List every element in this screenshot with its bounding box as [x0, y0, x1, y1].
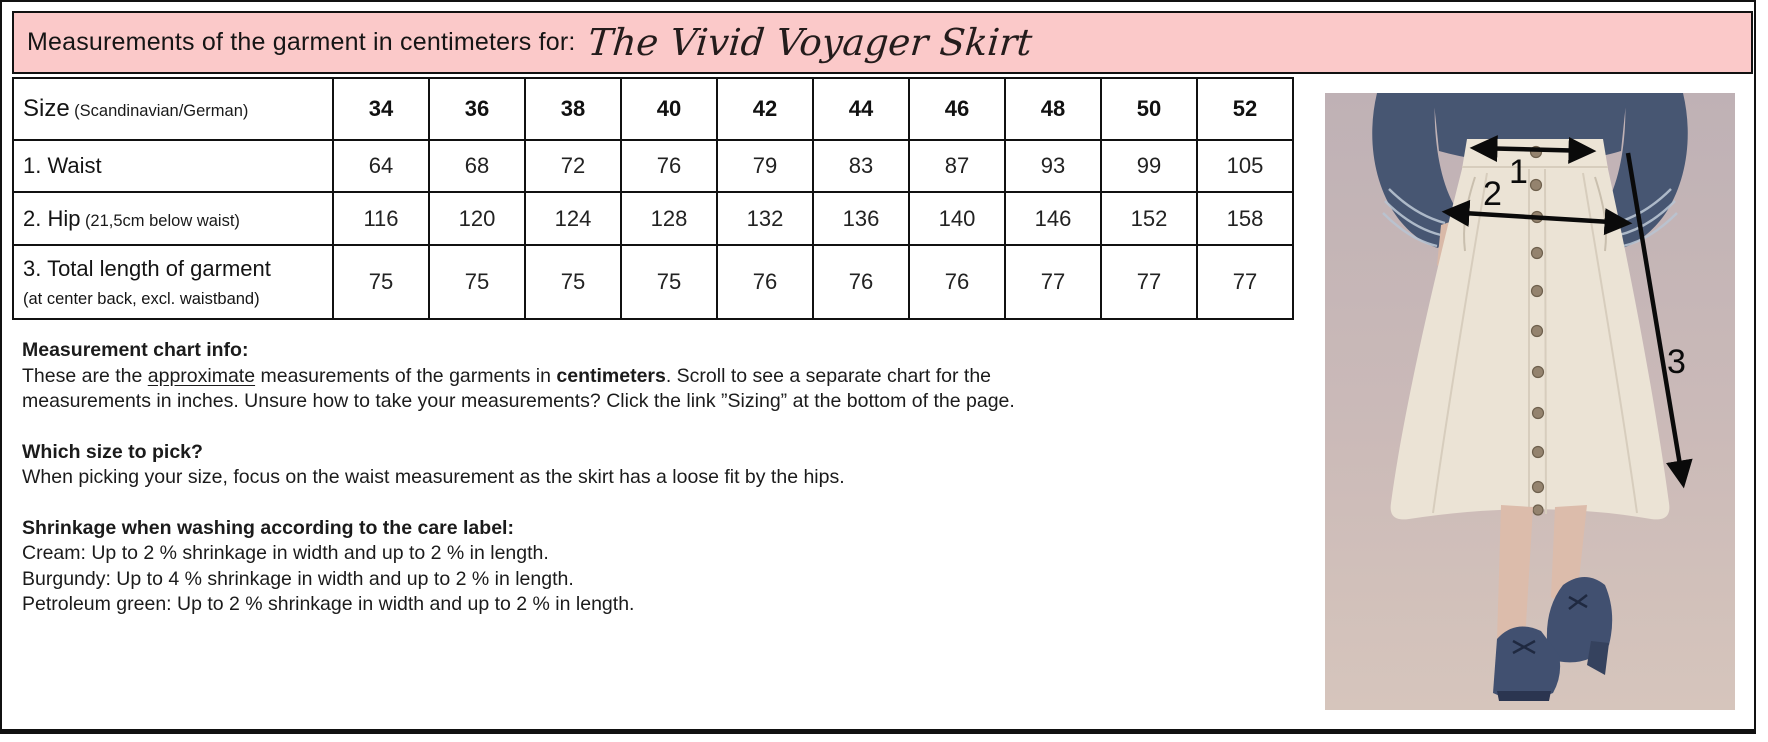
- length-row-label-cell: [13, 245, 333, 319]
- size-label-note: (Scandinavian/German): [74, 102, 249, 120]
- hip-value: 152: [1101, 192, 1197, 245]
- length-value: 75: [429, 245, 525, 319]
- waist-value: 93: [1005, 140, 1101, 192]
- waist-value: 64: [333, 140, 429, 192]
- size-col-34: 34: [333, 78, 429, 140]
- length-label: 3. Total length of garment: [23, 255, 271, 281]
- table-row-hip: [13, 192, 1293, 245]
- hip-value: 136: [813, 192, 909, 245]
- size-row-label-cell: [13, 78, 333, 140]
- garment-name: The Vivid Voyager Skirt: [585, 21, 1034, 64]
- banner-title-text: Measurements of the garment in centimeters for:: [27, 28, 576, 56]
- length-value: 75: [525, 245, 621, 319]
- shrinkage-heading: Shrinkage when washing according to the care label:: [22, 516, 514, 539]
- table-row-length: [13, 245, 1293, 319]
- waist-arrow-label: 1: [1509, 153, 1528, 191]
- chart-info-underlined: approximate: [147, 364, 256, 387]
- chart-info-heading: Measurement chart info:: [22, 339, 249, 361]
- length-value: 75: [333, 245, 429, 319]
- size-col-52: 52: [1197, 78, 1293, 140]
- hip-value: 146: [1005, 192, 1101, 245]
- chart-info-text: . Scroll to see a separate chart for the: [665, 364, 992, 387]
- shrinkage-line-cream: Cream: Up to 2 % shrinkage in width and up to 2 % in length.: [22, 542, 549, 564]
- chart-info-line2: measurements in inches. Unsure how to take your measurements? Click the link ”Sizing” at the bottom of the page.: [22, 390, 1015, 412]
- size-pick-body: When picking your size, focus on the waist measurement as the skirt has a loose fit by the hips.: [22, 466, 845, 488]
- shrinkage-line-burgundy: Burgundy: Up to 4 % shrinkage in width and up to 2 % in length.: [22, 567, 574, 590]
- size-col-48: 48: [1005, 78, 1101, 140]
- waist-value: 72: [525, 140, 621, 192]
- waist-label: 1. Waist: [23, 153, 102, 178]
- chart-info-text: measurements of the garments in: [255, 364, 557, 387]
- length-arrow-label: 3: [1667, 343, 1686, 381]
- waist-value: 76: [621, 140, 717, 192]
- length-value: 75: [621, 245, 717, 319]
- hip-arrow-label: 2: [1483, 175, 1502, 213]
- section-size-pick: [22, 440, 1272, 491]
- waist-value: 105: [1197, 140, 1293, 192]
- waist-value: 99: [1101, 140, 1197, 192]
- length-value: 76: [717, 245, 813, 319]
- size-col-38: 38: [525, 78, 621, 140]
- measurements-table: [12, 77, 1294, 320]
- section-shrinkage: [22, 516, 1272, 618]
- waist-row-label-cell: [13, 140, 333, 192]
- hip-value: 124: [525, 192, 621, 245]
- hip-label: 2. Hip: [23, 205, 81, 231]
- size-col-42: 42: [717, 78, 813, 140]
- table-row-waist: [13, 140, 1293, 192]
- info-text-block: [22, 338, 1272, 643]
- hip-value: 140: [909, 192, 1005, 245]
- waist-value: 79: [717, 140, 813, 192]
- length-value: 77: [1101, 245, 1197, 319]
- garment-photo: [1325, 93, 1735, 710]
- hip-value: 120: [429, 192, 525, 245]
- hip-value: 132: [717, 192, 813, 245]
- waist-value: 83: [813, 140, 909, 192]
- waist-value: 68: [429, 140, 525, 192]
- shrinkage-line-petroleum: Petroleum green: Up to 2 % shrinkage in width and up to 2 % in length.: [22, 593, 635, 615]
- size-col-44: 44: [813, 78, 909, 140]
- section-chart-info: [22, 338, 1272, 415]
- title-banner: [12, 11, 1753, 74]
- hip-value: 128: [621, 192, 717, 245]
- hip-row-label-cell: [13, 192, 333, 245]
- size-pick-heading: Which size to pick?: [22, 440, 203, 463]
- size-col-36: 36: [429, 78, 525, 140]
- hip-value: 158: [1197, 192, 1293, 245]
- length-value: 76: [909, 245, 1005, 319]
- length-value: 76: [813, 245, 909, 319]
- chart-info-bold: centimeters: [556, 364, 666, 387]
- size-col-50: 50: [1101, 78, 1197, 140]
- hip-label-note: (21,5cm below waist): [84, 211, 240, 230]
- size-label: Size: [23, 95, 70, 122]
- waist-arrow: [1475, 148, 1591, 151]
- chart-info-line1: [22, 364, 1272, 390]
- size-col-40: 40: [621, 78, 717, 140]
- chart-info-text: These are the: [22, 364, 148, 387]
- length-value: 77: [1005, 245, 1101, 319]
- size-col-46: 46: [909, 78, 1005, 140]
- length-value: 77: [1197, 245, 1293, 319]
- table-row-sizes: [13, 78, 1293, 140]
- hip-value: 116: [333, 192, 429, 245]
- waist-value: 87: [909, 140, 1005, 192]
- length-label-note: (at center back, excl. waistband): [23, 289, 260, 308]
